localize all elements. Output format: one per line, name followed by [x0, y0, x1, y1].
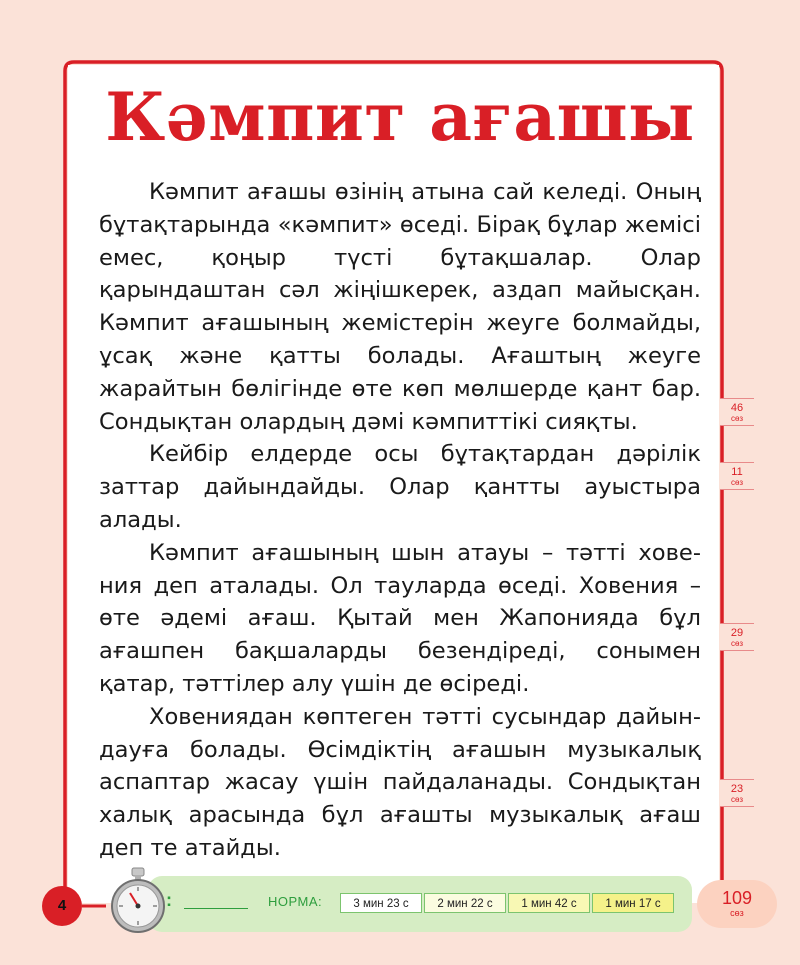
norm-box: 2 мин 22 с	[424, 893, 506, 913]
paragraph-3: Кәмпит ағашының шын атауы – тәтті ховения деп аталады. Ол тауларда өседі. Ховения – өте әдемі ағаш. Қытай мен Жапонияда бұл ағашпен бақшаларды безендіреді, сонымен қатар, тәттілер алу үшін де өсіреді.	[99, 539, 701, 697]
paragraph-2: Кейбір елдерде осы бұтақтардан дәрілік заттар дайындайды. Олар қантты ауыстыра алады.	[99, 441, 701, 533]
colon: :	[166, 890, 172, 910]
norm-box: 1 мин 17 с	[592, 893, 674, 913]
word-count-marker: 46 сөз	[720, 398, 754, 426]
paragraph-4: Ховениядан көптеген тәтті сусындар дайындауға болады. Өсімдіктің ағашын музыкалық аспаптар жасау үшін пайдаланады. Сондықтан халық арасында бұл ағашты музыкалық ағаш деп те атайды.	[99, 703, 701, 861]
norm-box: 1 мин 42 с	[508, 893, 590, 913]
stopwatch-icon	[106, 866, 170, 934]
page-number: 4	[42, 886, 82, 926]
paragraph-1: Кәмпит ағашы өзінің атына сай келеді. Оның бұтақтарында «кәмпит» өседі. Бірақ бұлар жемісі емес, қоңыр түсті бұтақшалар. Олар қарындаштан сәл жіңішкерек, аздап майысқан. Кәмпит ағашының жемістерін жеуге болмайды, ұсақ және қатты болады. Ағаштың жеуге жарайтын бөлігінде өте көп мөлшерде қант бар. Сондықтан олардың дәмі кәмпиттікі сияқты.	[99, 179, 701, 435]
norm-box: 3 мин 23 с	[340, 893, 422, 913]
total-word-count: 109	[721, 888, 753, 908]
total-word-count-badge	[697, 880, 777, 928]
norma-label: НОРМА:	[268, 894, 323, 909]
article-body	[99, 176, 701, 865]
word-count-marker: 29 сөз	[720, 623, 754, 651]
result-input-line[interactable]	[184, 908, 248, 909]
page-title: Кәмпит ағашы	[105, 78, 695, 156]
word-count-marker: 23 сөз	[720, 779, 754, 807]
total-word-unit: сөз	[730, 908, 744, 918]
word-count-marker: 11 сөз	[720, 462, 754, 490]
